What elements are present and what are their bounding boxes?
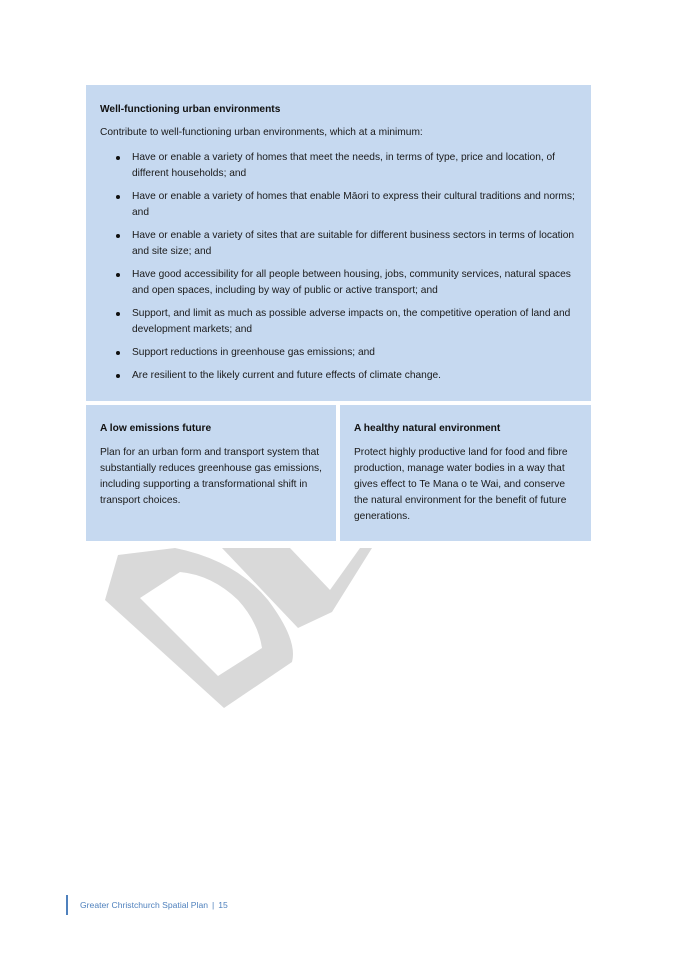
healthy-natural-environment-panel [340,405,591,541]
bullet-icon [116,156,120,160]
panel-title: Well-functioning urban environments [100,104,281,115]
footer-label: Greater Christchurch Spatial Plan [80,900,209,910]
panel-body: Protect highly productive land for food and fibre production, manage water bodies in a way that gives effect to Te Mana o te Wai, and conserve the natural environment for the benefit of future generations. [354,447,568,522]
bullet-item: Have or enable a variety of homes that meet the needs, in terms of type, price and location, of different households; and [100,150,577,182]
bullet-item: Have or enable a variety of sites that are suitable for different business sectors in terms of location and site size; and [100,228,577,260]
bullet-item: Support, and limit as much as possible adverse impacts on, the competitive operation of land and development markets; and [100,306,577,338]
bullet-icon [116,312,120,316]
panel-title: A healthy natural environment [354,423,501,434]
low-emissions-future-panel [86,405,336,541]
well-functioning-urban-environments-panel [86,85,591,401]
bullet-icon [116,234,120,238]
bullet-list [100,150,577,384]
bullet-icon [116,374,120,378]
bullet-item: Have good accessibility for all people between housing, jobs, community services, natural spaces and open spaces, including by way of public or active transport; and [100,267,577,299]
page-footer [66,895,228,915]
bullet-item: Are resilient to the likely current and future effects of climate change. [100,368,577,384]
draft-watermark [95,540,395,720]
panel-intro: Contribute to well-functioning urban environments, which at a minimum: [100,127,423,138]
page-number: 15 [218,900,228,910]
footer-separator: | [212,900,215,910]
bullet-icon [116,351,120,355]
bullet-icon [116,273,120,277]
bullet-icon [116,195,120,199]
footer-accent-bar [66,895,68,915]
bullet-item: Support reductions in greenhouse gas emissions; and [100,345,577,361]
panel-title: A low emissions future [100,423,212,434]
bullet-item: Have or enable a variety of homes that enable Māori to express their cultural traditions and norms; and [100,189,577,221]
panel-body: Plan for an urban form and transport system that substantially reduces greenhouse gas emissions, including supporting a transformational shift in transport choices. [100,447,322,506]
